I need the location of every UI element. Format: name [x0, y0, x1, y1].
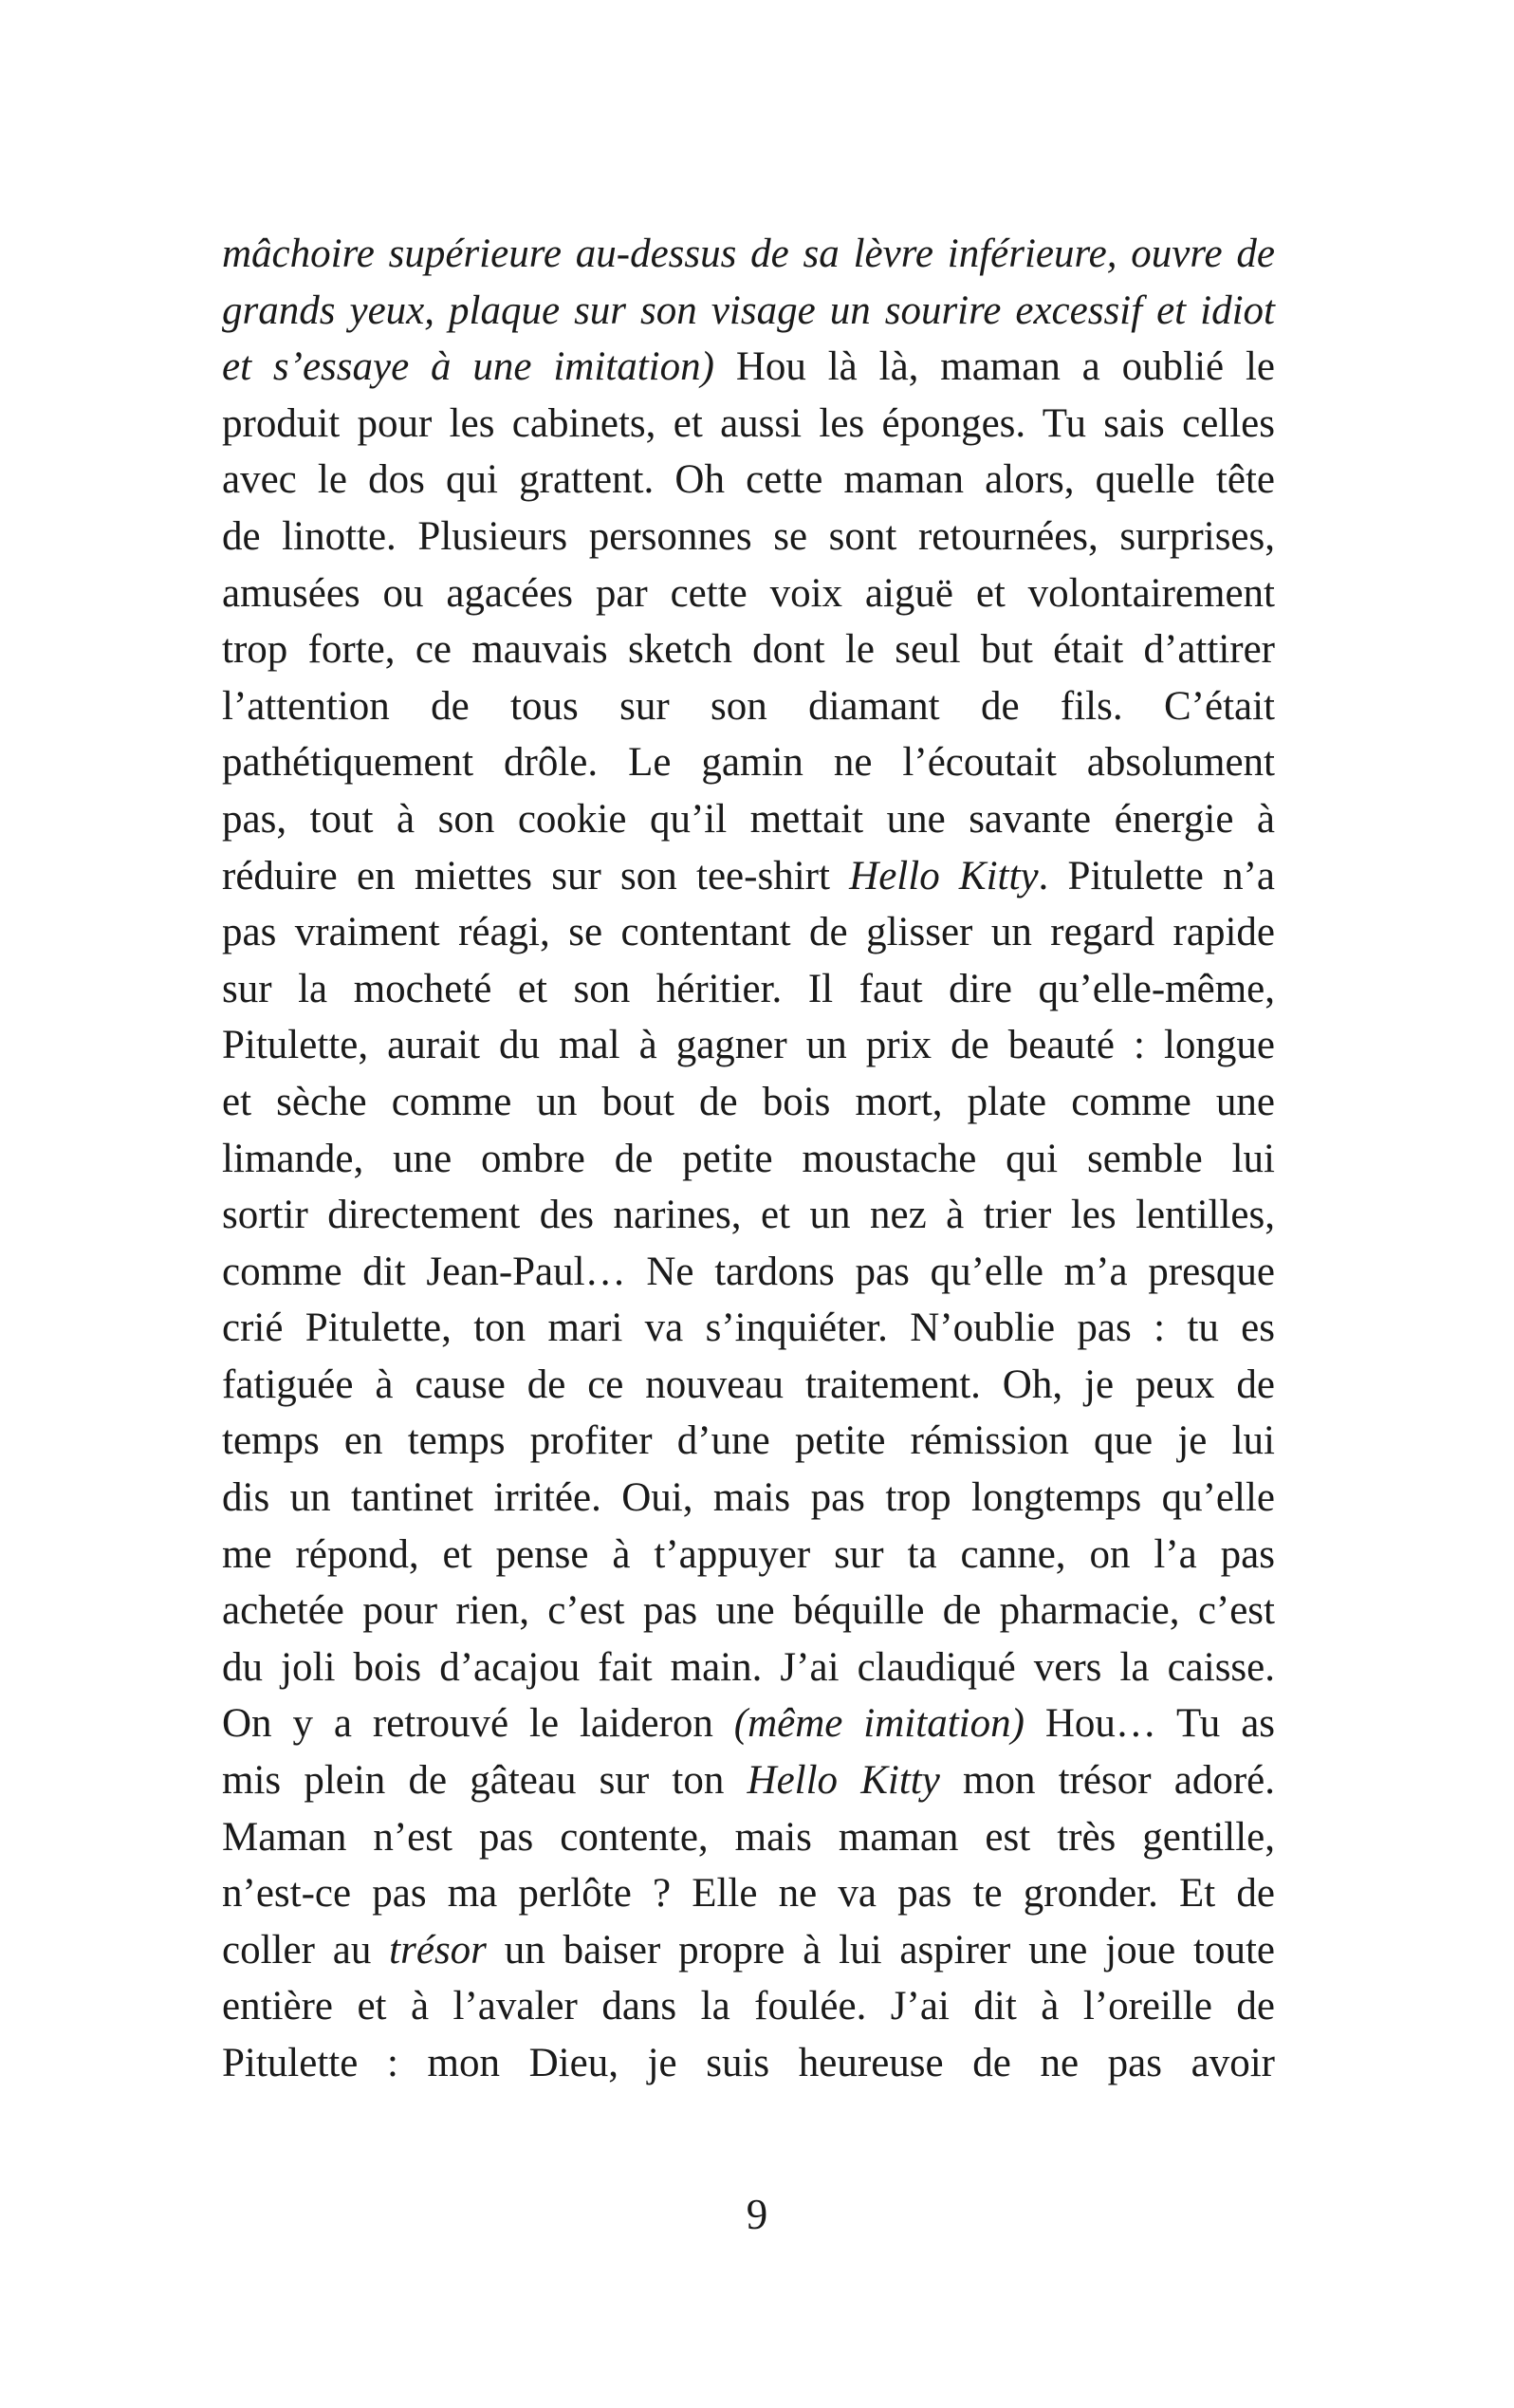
text-run: coller au [222, 1927, 390, 1973]
text-run: un baiser propre à lui aspirer une joue toute [486, 1927, 1275, 1973]
text-run: Maman n’est pas contente, mais maman est très gentille, [222, 1814, 1275, 1860]
text-line [222, 961, 1275, 1018]
text-run: produit pour les cabinets, et aussi les éponges. Tu sais celles [222, 400, 1275, 446]
text-line [222, 1413, 1275, 1470]
text-run: entière et à l’avaler dans la foulée. J’ai dit à l’oreille de [222, 1984, 1275, 2029]
text-line [222, 904, 1275, 961]
text-run: pas vraiment réagi, se contentant de glisser un regard rapide [222, 910, 1275, 955]
text-line [222, 452, 1275, 509]
text-line [222, 2035, 1275, 2092]
page-number: 9 [746, 2191, 768, 2238]
text-run: l’attention de tous sur son diamant de fils. C’était [222, 683, 1275, 729]
text-run: et sèche comme un bout de bois mort, plate comme une [222, 1079, 1275, 1124]
text-line [222, 1017, 1275, 1074]
text-line [222, 1922, 1275, 1979]
text-line [222, 678, 1275, 735]
text-line [222, 396, 1275, 453]
text-line [222, 1357, 1275, 1414]
text-run: crié Pitulette, ton mari va s’inquiéter. N’oublie pas : tu es [222, 1306, 1275, 1351]
text-run: Pitulette : mon Dieu, je suis heureuse de ne pas avoir [222, 2041, 1275, 2085]
text-run: avec le dos qui grattent. Oh cette maman alors, quelle tête [222, 457, 1275, 503]
text-run: dis un tantinet irritée. Oui, mais pas trop longtemps qu’elle [222, 1475, 1275, 1521]
text-run: Hou… Tu as [1024, 1701, 1276, 1747]
text-line [222, 226, 1275, 283]
text-run: pathétiquement drôle. Le gamin ne l’écoutait absolument [222, 740, 1275, 786]
italic-text-run: et s’essaye à une imitation) [222, 344, 714, 390]
text-line [222, 1583, 1275, 1639]
text-run: Pitulette, aurait du mal à gagner un prix de beauté : longue [222, 1023, 1275, 1068]
text-line [222, 1639, 1275, 1696]
text-run: amusées ou agacées par cette voix aiguë et volontairement [222, 570, 1275, 616]
italic-text-run: grands yeux, plaque sur son visage un sourire excessif et idiot [222, 287, 1275, 333]
italic-text-run: Hello Kitty [747, 1758, 940, 1804]
text-run: trop forte, ce mauvais sketch dont le seul but était d’attirer [222, 627, 1275, 673]
text-run: pas, tout à son cookie qu’il mettait une savante énergie à [222, 796, 1275, 842]
italic-text-run: Hello Kitty [849, 853, 1039, 898]
text-run: n’est-ce pas ma perlôte ? Elle ne va pas te gronder. Et de [222, 1871, 1275, 1917]
text-run: limande, une ombre de petite moustache qui semble lui [222, 1136, 1275, 1181]
italic-text-run: trésor [389, 1927, 487, 1973]
text-line [222, 734, 1275, 791]
text-line [222, 1187, 1275, 1244]
text-run: achetée pour rien, c’est pas une béquille de pharmacie, c’est [222, 1588, 1275, 1634]
text-line [222, 1470, 1275, 1527]
body-text [222, 226, 1275, 2092]
text-run: mon trésor adoré. [939, 1758, 1275, 1804]
text-line [222, 565, 1275, 622]
text-line [222, 1300, 1275, 1357]
text-line [222, 1074, 1275, 1131]
text-line [222, 509, 1275, 565]
text-line [222, 1244, 1275, 1301]
text-run: Hou là là, maman a oublié le [713, 344, 1275, 390]
text-run: temps en temps profiter d’une petite rémission que je lui [222, 1418, 1275, 1464]
text-run: de linotte. Plusieurs personnes se sont retournées, surprises, [222, 513, 1275, 559]
text-line [222, 1865, 1275, 1922]
text-run: sur la mocheté et son héritier. Il faut dire qu’elle-même, [222, 966, 1275, 1011]
text-run: fatiguée à cause de ce nouveau traitement. Oh, je peux de [222, 1361, 1275, 1407]
text-run: sortir directement des narines, et un nez à trier les lentilles, [222, 1193, 1275, 1238]
text-line [222, 621, 1275, 678]
text-line [222, 1527, 1275, 1584]
text-run: du joli bois d’acajou fait main. J’ai claudiqué vers la caisse. [222, 1644, 1275, 1690]
text-line [222, 848, 1275, 905]
italic-text-run: (même imitation) [733, 1701, 1025, 1747]
text-line [222, 1752, 1275, 1809]
text-line [222, 1131, 1275, 1188]
text-run: réduire en miettes sur son tee-shirt [222, 853, 850, 898]
text-line [222, 283, 1275, 340]
text-run: comme dit Jean-Paul… Ne tardons pas qu’elle m’a presque [222, 1249, 1275, 1294]
text-run: On y a retrouvé le laideron [222, 1701, 734, 1747]
text-run: mis plein de gâteau sur ton [222, 1758, 748, 1804]
text-line [222, 1809, 1275, 1866]
text-line [222, 791, 1275, 848]
text-line [222, 339, 1275, 396]
text-run: me répond, et pense à t’appuyer sur ta canne, on l’a pas [222, 1531, 1275, 1577]
italic-text-run: mâchoire supérieure au-dessus de sa lèvre inférieure, ouvre de [222, 232, 1275, 276]
text-run: . Pitulette n’a [1038, 853, 1276, 898]
text-line [222, 1978, 1275, 2035]
text-line [222, 1695, 1275, 1752]
